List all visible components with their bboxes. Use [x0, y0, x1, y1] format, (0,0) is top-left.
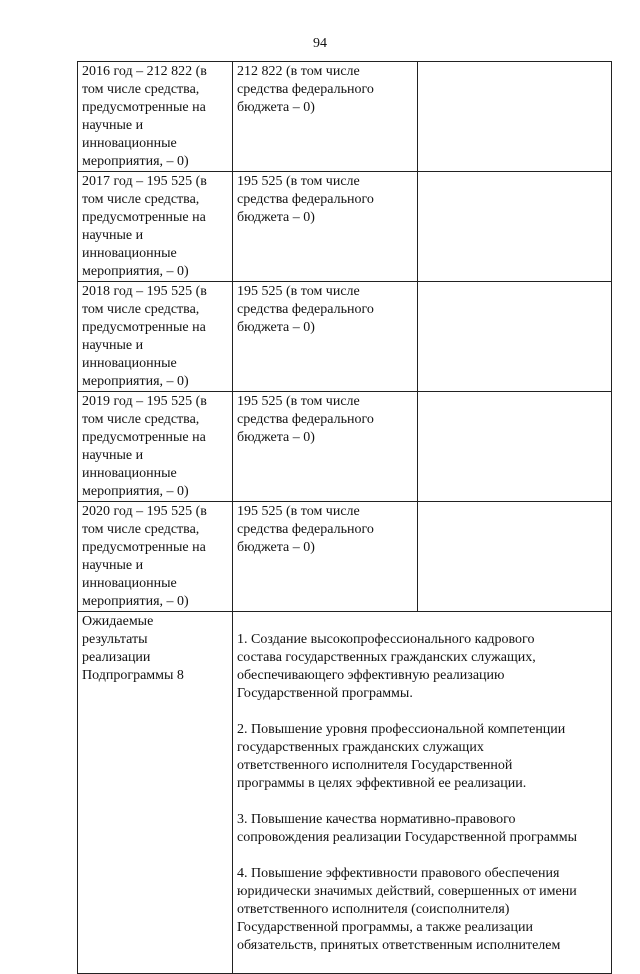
- table-row-2019: [78, 392, 612, 502]
- expected-results-label: Ожидаемые результаты реализации Подпрограммы 8: [78, 612, 233, 974]
- empty-cell: [418, 502, 612, 612]
- expected-results-list: [233, 612, 612, 974]
- result-item-4: 4. Повышение эффективности правового обеспечения юридически значимых действий, совершенных от имени ответственного исполнителя (соисполнителя) Государственной программы, а также реализации обязательств, принятых ответственным исполнителем: [237, 866, 577, 953]
- year-total-cell: 2018 год – 195 525 (в том числе средства, предусмотренные на научные и инновационные мероприятия, – 0): [78, 282, 233, 392]
- expected-results-row: [78, 612, 612, 974]
- federal-budget-cell: 212 822 (в том числе средства федерального бюджета – 0): [233, 62, 418, 172]
- empty-cell: [418, 62, 612, 172]
- federal-budget-cell: 195 525 (в том числе средства федерального бюджета – 0): [233, 502, 418, 612]
- federal-budget-cell: 195 525 (в том числе средства федерального бюджета – 0): [233, 392, 418, 502]
- year-total-cell: 2017 год – 195 525 (в том числе средства, предусмотренные на научные и инновационные мероприятия, – 0): [78, 172, 233, 282]
- year-total-cell: 2020 год – 195 525 (в том числе средства, предусмотренные на научные и инновационные мероприятия, – 0): [78, 502, 233, 612]
- federal-budget-cell: 195 525 (в том числе средства федерального бюджета – 0): [233, 282, 418, 392]
- table-row-2018: [78, 282, 612, 392]
- year-total-cell: 2016 год – 212 822 (в том числе средства, предусмотренные на научные и инновационные мероприятия, – 0): [78, 62, 233, 172]
- empty-cell: [418, 172, 612, 282]
- result-item-3: 3. Повышение качества нормативно-правового сопровождения реализации Государственной программы: [237, 812, 578, 845]
- page-number: 94: [313, 36, 327, 51]
- funding-table: [77, 61, 612, 974]
- table-row-2016: [78, 62, 612, 172]
- empty-cell: [418, 392, 612, 502]
- empty-cell: [418, 282, 612, 392]
- table-row-2017: [78, 172, 612, 282]
- year-total-cell: 2019 год – 195 525 (в том числе средства, предусмотренные на научные и инновационные мероприятия, – 0): [78, 392, 233, 502]
- result-item-2: 2. Повышение уровня профессиональной компетенции государственных гражданских служащих ответственного исполнителя Государственной программы в целях эффективной ее реализации.: [237, 722, 566, 791]
- federal-budget-cell: 195 525 (в том числе средства федерального бюджета – 0): [233, 172, 418, 282]
- result-item-1: 1. Создание высокопрофессионального кадрового состава государственных гражданских служащих, обеспечивающего эффективную реализацию Государственной программы.: [237, 632, 536, 701]
- table-row-2020: [78, 502, 612, 612]
